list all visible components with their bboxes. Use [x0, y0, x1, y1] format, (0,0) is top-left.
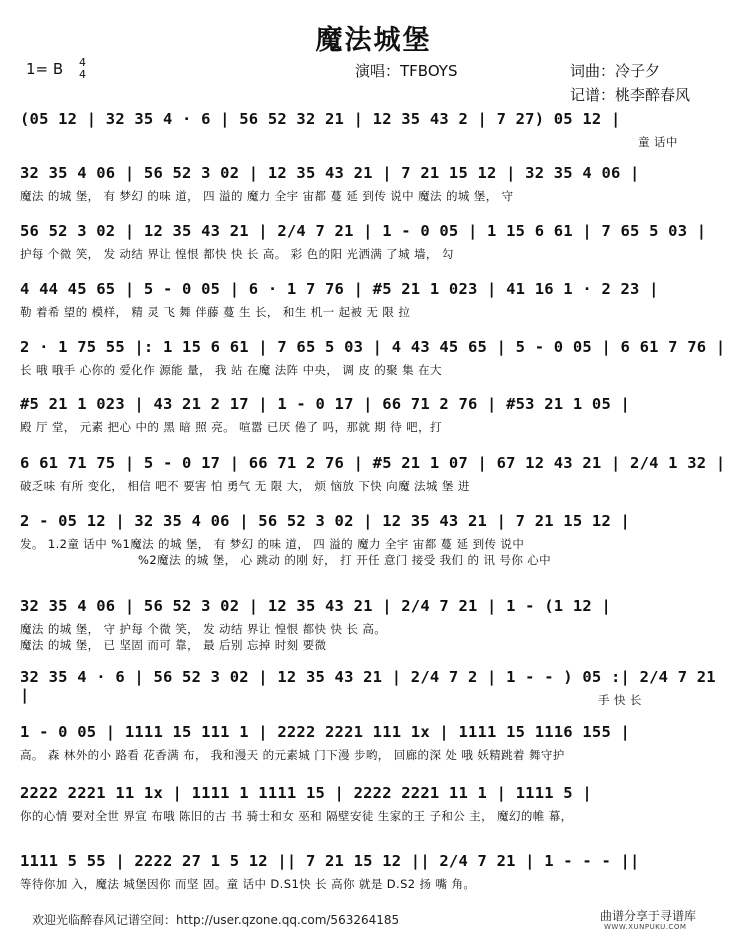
score-line-7	[20, 454, 727, 518]
footer-watermark: 曲谱分享于寻谱库	[600, 909, 697, 923]
lyrics: 长 哦 哦手 心你的 爱化作 源能 量， 我 站 在魔 法阵 中央， 调 皮 的聚 集 在大	[20, 363, 442, 377]
notes: 4 44 45 65 | 5 - 0 05 | 6 · 1 7 76 | #5 21 1 023 | 41 16 1 · 2 23 |	[20, 280, 659, 298]
time-signature: 4 4	[79, 56, 86, 81]
lyrics: 魔法 的城 堡， 有 梦幻 的味 道， 四 溢的 魔力 全宇 宙都 蔓 延 到传 说中 魔法 的城 堡， 守	[20, 189, 514, 203]
score-line-2	[20, 164, 727, 228]
lyrics: 高。 森 林外的小 路看 花香满 布， 我和漫天 的元素城 门下漫 步哟， 回廊的深 处 哦 妖精跳着 舞守护	[20, 748, 565, 762]
notes: (05 12 | 32 35 4 · 6 | 56 52 32 21 | 12 35 43 2 | 7 27) 05 12 |	[20, 110, 621, 128]
composer-credit: 词曲：冷子夕	[570, 62, 661, 80]
notes: 2222 2221 11 1x | 1111 1 1111 15 | 2222 2221 11 1 | 1111 5 |	[20, 784, 592, 802]
lyrics: 勒 着希 望的 模样， 精 灵 飞 舞 伴藤 蔓 生 长， 和生 机一 起被 无 限 拉	[20, 305, 411, 319]
footer-watermark-url: WWW.XUNPUKU.COM	[604, 923, 687, 931]
score-line-8	[20, 512, 727, 576]
lyrics: 破乏味 有所 变化， 相信 吧不 要害 怕 勇气 无 限 大， 烦 恼放 下快 向魔 法城 堡 进	[20, 479, 470, 493]
notes: 32 35 4 06 | 56 52 3 02 | 12 35 43 21 | 7 21 15 12 | 32 35 4 06 |	[20, 164, 640, 182]
notes: 1 - 0 05 | 1111 15 111 1 | 2222 2221 111 1x | 1111 15 1116 155 |	[20, 723, 631, 741]
notes: 6 61 71 75 | 5 - 0 17 | 66 71 2 76 | #5 21 1 07 | 67 12 43 21 | 2/4 1 32 |	[20, 454, 726, 472]
notes: #5 21 1 023 | 43 21 2 17 | 1 - 0 17 | 66 71 2 76 | #53 21 1 05 |	[20, 395, 631, 413]
lyrics-verse-2: %2魔法 的城 堡， 心 跳动 的刚 好， 打 开任 意门 接受 我们 的 讯 号你 心中	[138, 553, 552, 567]
score-line-12	[20, 784, 727, 848]
score-line-4	[20, 280, 727, 344]
key-signature: 1= B	[26, 60, 64, 78]
score-line-6	[20, 395, 727, 459]
notes: 1111 5 55 | 2222 27 1 5 12 || 7 21 15 12 || 2/4 7 21 | 1 - - - ||	[20, 852, 640, 870]
notes: 2 - 05 12 | 32 35 4 06 | 56 52 3 02 | 12 35 43 21 | 7 21 15 12 |	[20, 512, 631, 530]
singer-credit: 演唱：TFBOYS	[355, 62, 458, 80]
score-line-9	[20, 597, 727, 661]
song-title: 魔法城堡	[315, 25, 432, 56]
footer-source-note: 欢迎光临醉春风记谱空间：http://user.qzone.qq.com/563264185	[32, 913, 400, 927]
score-line-11	[20, 723, 727, 787]
notes: 32 35 4 06 | 56 52 3 02 | 12 35 43 21 | 2/4 7 21 | 1 - (1 12 |	[20, 597, 611, 615]
lyrics: 你的心情 要对全世 界宣 布哦 陈旧的古 书 骑士和女 巫和 隔壁安徒 生家的王 子和公 主， 魔幻的帷 幕，	[20, 809, 573, 823]
lyrics-verse-1: 魔法 的城 堡， 守 护每 个微 笑， 发 动结 界让 惶恨 都快 快 长 高。	[20, 622, 387, 636]
score-line-3	[20, 222, 727, 286]
lyrics-verse-2: 魔法 的城 堡， 已 坚固 而可 靠， 最 后别 忘掉 时刻 要微	[20, 638, 327, 652]
lyrics: 殿 厅 堂， 元素 把心 中的 黑 暗 照 亮。 喧嚣 已厌 倦了 吗，那就 期 待 吧，打	[20, 420, 442, 434]
lyrics-verse-1: 发。 1.2童 话中 %1魔法 的城 堡， 有 梦幻 的味 道， 四 溢的 魔力 全宇 宙都 蔓 延 到传 说中	[20, 537, 525, 551]
lyrics: 护每 个微 笑， 发 动结 界让 惶恨 都快 快 长 高。 彩 色的阳 光洒满 了城 墙， 勾	[20, 247, 454, 261]
notes: 56 52 3 02 | 12 35 43 21 | 2/4 7 21 | 1 - 0 05 | 1 15 6 61 | 7 65 5 03 |	[20, 222, 707, 240]
lyrics: 童 话中	[638, 135, 678, 149]
notes: 32 35 4 · 6 | 56 52 3 02 | 12 35 43 21 | 2/4 7 2 | 1 - - ) 05 :| 2/4 7 21 |	[20, 668, 716, 704]
lyrics: 等待你加 入，魔法 城堡因你 而坚 固。童 话中 D.S1快 长 高你 就是 D.S2 扬 嘴 角。	[20, 877, 476, 891]
notation-credit: 记谱：桃李醉春风	[570, 86, 691, 104]
lyrics: 手 快 长	[598, 693, 642, 707]
notes: 2 · 1 75 55 |: 1 15 6 61 | 7 65 5 03 | 4 43 45 65 | 5 - 0 05 | 6 61 7 76 |	[20, 338, 726, 356]
score-line-5	[20, 338, 727, 402]
